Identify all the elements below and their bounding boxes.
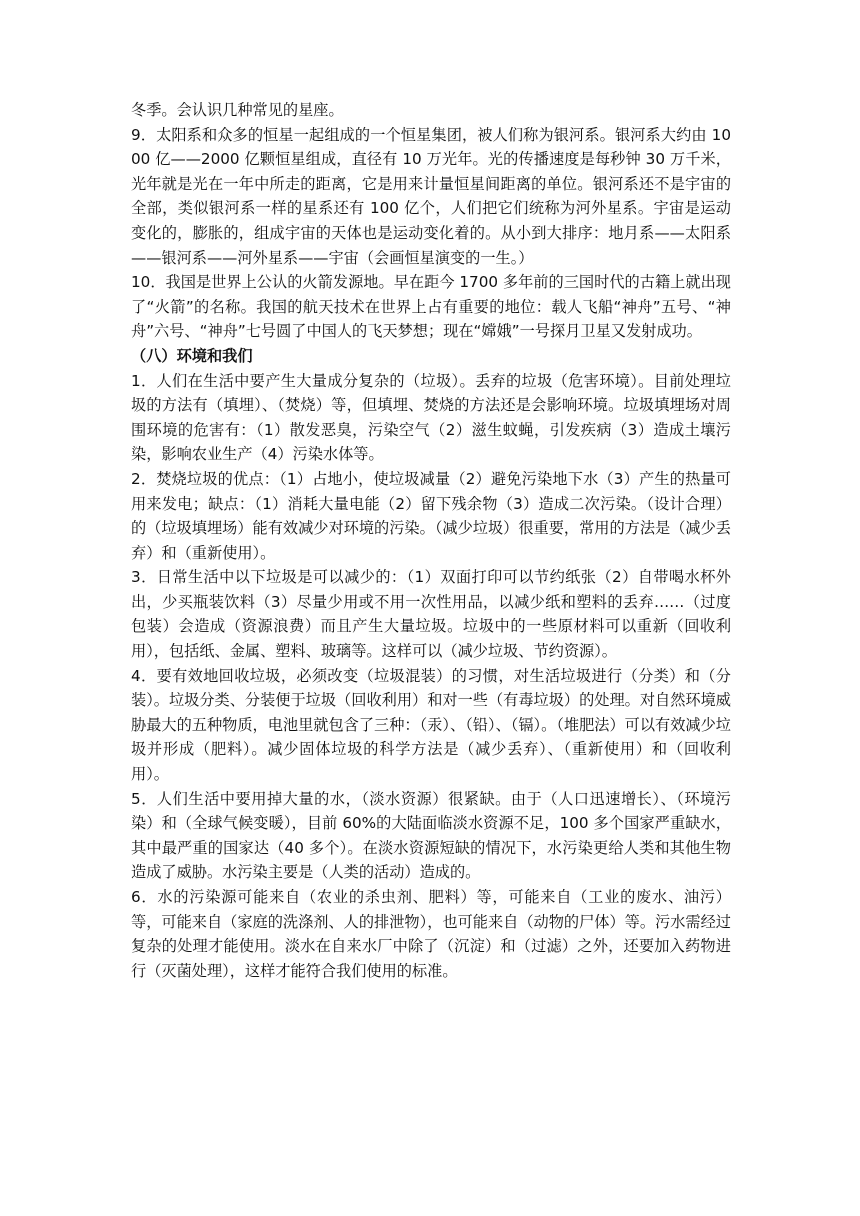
section-heading-environment: （八）环境和我们	[131, 346, 253, 365]
paragraph-item-3-reduce-waste: 3．日常生活中以下垃圾是可以减少的：（1）双面打印可以节约纸张（2）自带喝水杯外出，少买瓶装饮料（3）尽量少用或不用一次性用品，以减少纸和塑料的丢弃……（过度包装）会造成（资源浪费）而且产生大量垃圾。垃圾中的一些原材料可以重新（回收利用），包括纸、金属、塑料、玻璃等。这样可以（减少垃圾、节约资源）。	[131, 568, 731, 661]
paragraph-item-2-incineration: 2．焚烧垃圾的优点：（1）占地小，使垃圾减量（2）避免污染地下水（3）产生的热量可用来发电；缺点：（1）消耗大量电能（2）留下残余物（3）造成二次污染。（设计合理）的（垃圾填埋场）能有效减少对环境的污染。（减少垃圾）很重要，常用的方法是（减少丢弃）和（重新使用）。	[131, 469, 731, 562]
paragraph-item-5-water-shortage: 5．人们生活中要用掉大量的水，（淡水资源）很紧缺。由于（人口迅速增长）、（环境污染）和（全球气候变暖），目前 60%的大陆面临淡水资源不足，100 多个国家严重缺水，其中最严重的国家达（40 多个）。在淡水资源短缺的情况下，水污染更给人类和其他生物造成了威胁。水污染主要是（人类的活动）造成的。	[131, 789, 731, 882]
paragraph-item-9-milky-way: 9．太阳系和众多的恒星一起组成的一个恒星集团，被人们称为银河系。银河系大约由 1000 亿——2000 亿颗恒星组成，直径有 10 万光年。光的传播速度是每秒钟 30 万千米，光年就是光在一年中所走的距离，它是用来计量恒星间距离的单位。银河系还不是宇宙的全部，类似银河系一样的星系还有 100 亿个，人们把它们统称为河外星系。宇宙是运动变化的，膨胀的，组成宇宙的天体也是运动变化着的。从小到大排序：地月系——太阳系——银河系——河外星系——宇宙（会画恒星演变的一生。）	[131, 125, 731, 267]
paragraph-item-10-rockets: 10．我国是世界上公认的火箭发源地。早在距今 1700 多年前的三国时代的古籍上就出现了“火箭”的名称。我国的航天技术在世界上占有重要的地位：载人飞船“神舟”五号、“神舟”六号、“神舟”七号圆了中国人的飞天梦想；现在“嫦娥”一号探月卫星又发射成功。	[131, 273, 731, 341]
paragraph-constellations-end: 冬季。会认识几种常见的星座。	[131, 101, 344, 119]
paragraph-item-1-garbage: 1．人们在生活中要产生大量成分复杂的（垃圾）。丢弃的垃圾（危害环境）。目前处理垃圾的方法有（填埋）、（焚烧）等，但填埋、焚烧的方法还是会影响环境。垃圾填埋场对周围环境的危害有：（1）散发恶臭，污染空气（2）滋生蚊蝇，引发疾病（3）造成土壤污染，影响农业生产（4）污染水体等。	[131, 371, 731, 464]
paragraph-item-6-water-pollution: 6．水的污染源可能来自（农业的杀虫剂、肥料）等，可能来自（工业的废水、油污）等，可能来自（家庭的洗涤剂、人的排泄物），也可能来自（动物的尸体）等。污水需经过复杂的处理才能使用。淡水在自来水厂中除了（沉淀）和（过滤）之外，还要加入药物进行（灭菌处理），这样才能符合我们使用的标准。	[131, 888, 731, 980]
paragraph-item-4-recycling: 4．要有效地回收垃圾，必须改变（垃圾混装）的习惯，对生活垃圾进行（分类）和（分装）。垃圾分类、分装便于垃圾（回收利用）和对一些（有毒垃圾）的处理。对自然环境威胁最大的五种物质，电池里就包含了三种：（汞）、（铅）、（镉）。（堆肥法）可以有效减少垃圾并形成（肥料）。减少固体垃圾的科学方法是（减少丢弃）、（重新使用）和（回收利用）。	[131, 666, 731, 784]
document-page	[131, 98, 731, 983]
